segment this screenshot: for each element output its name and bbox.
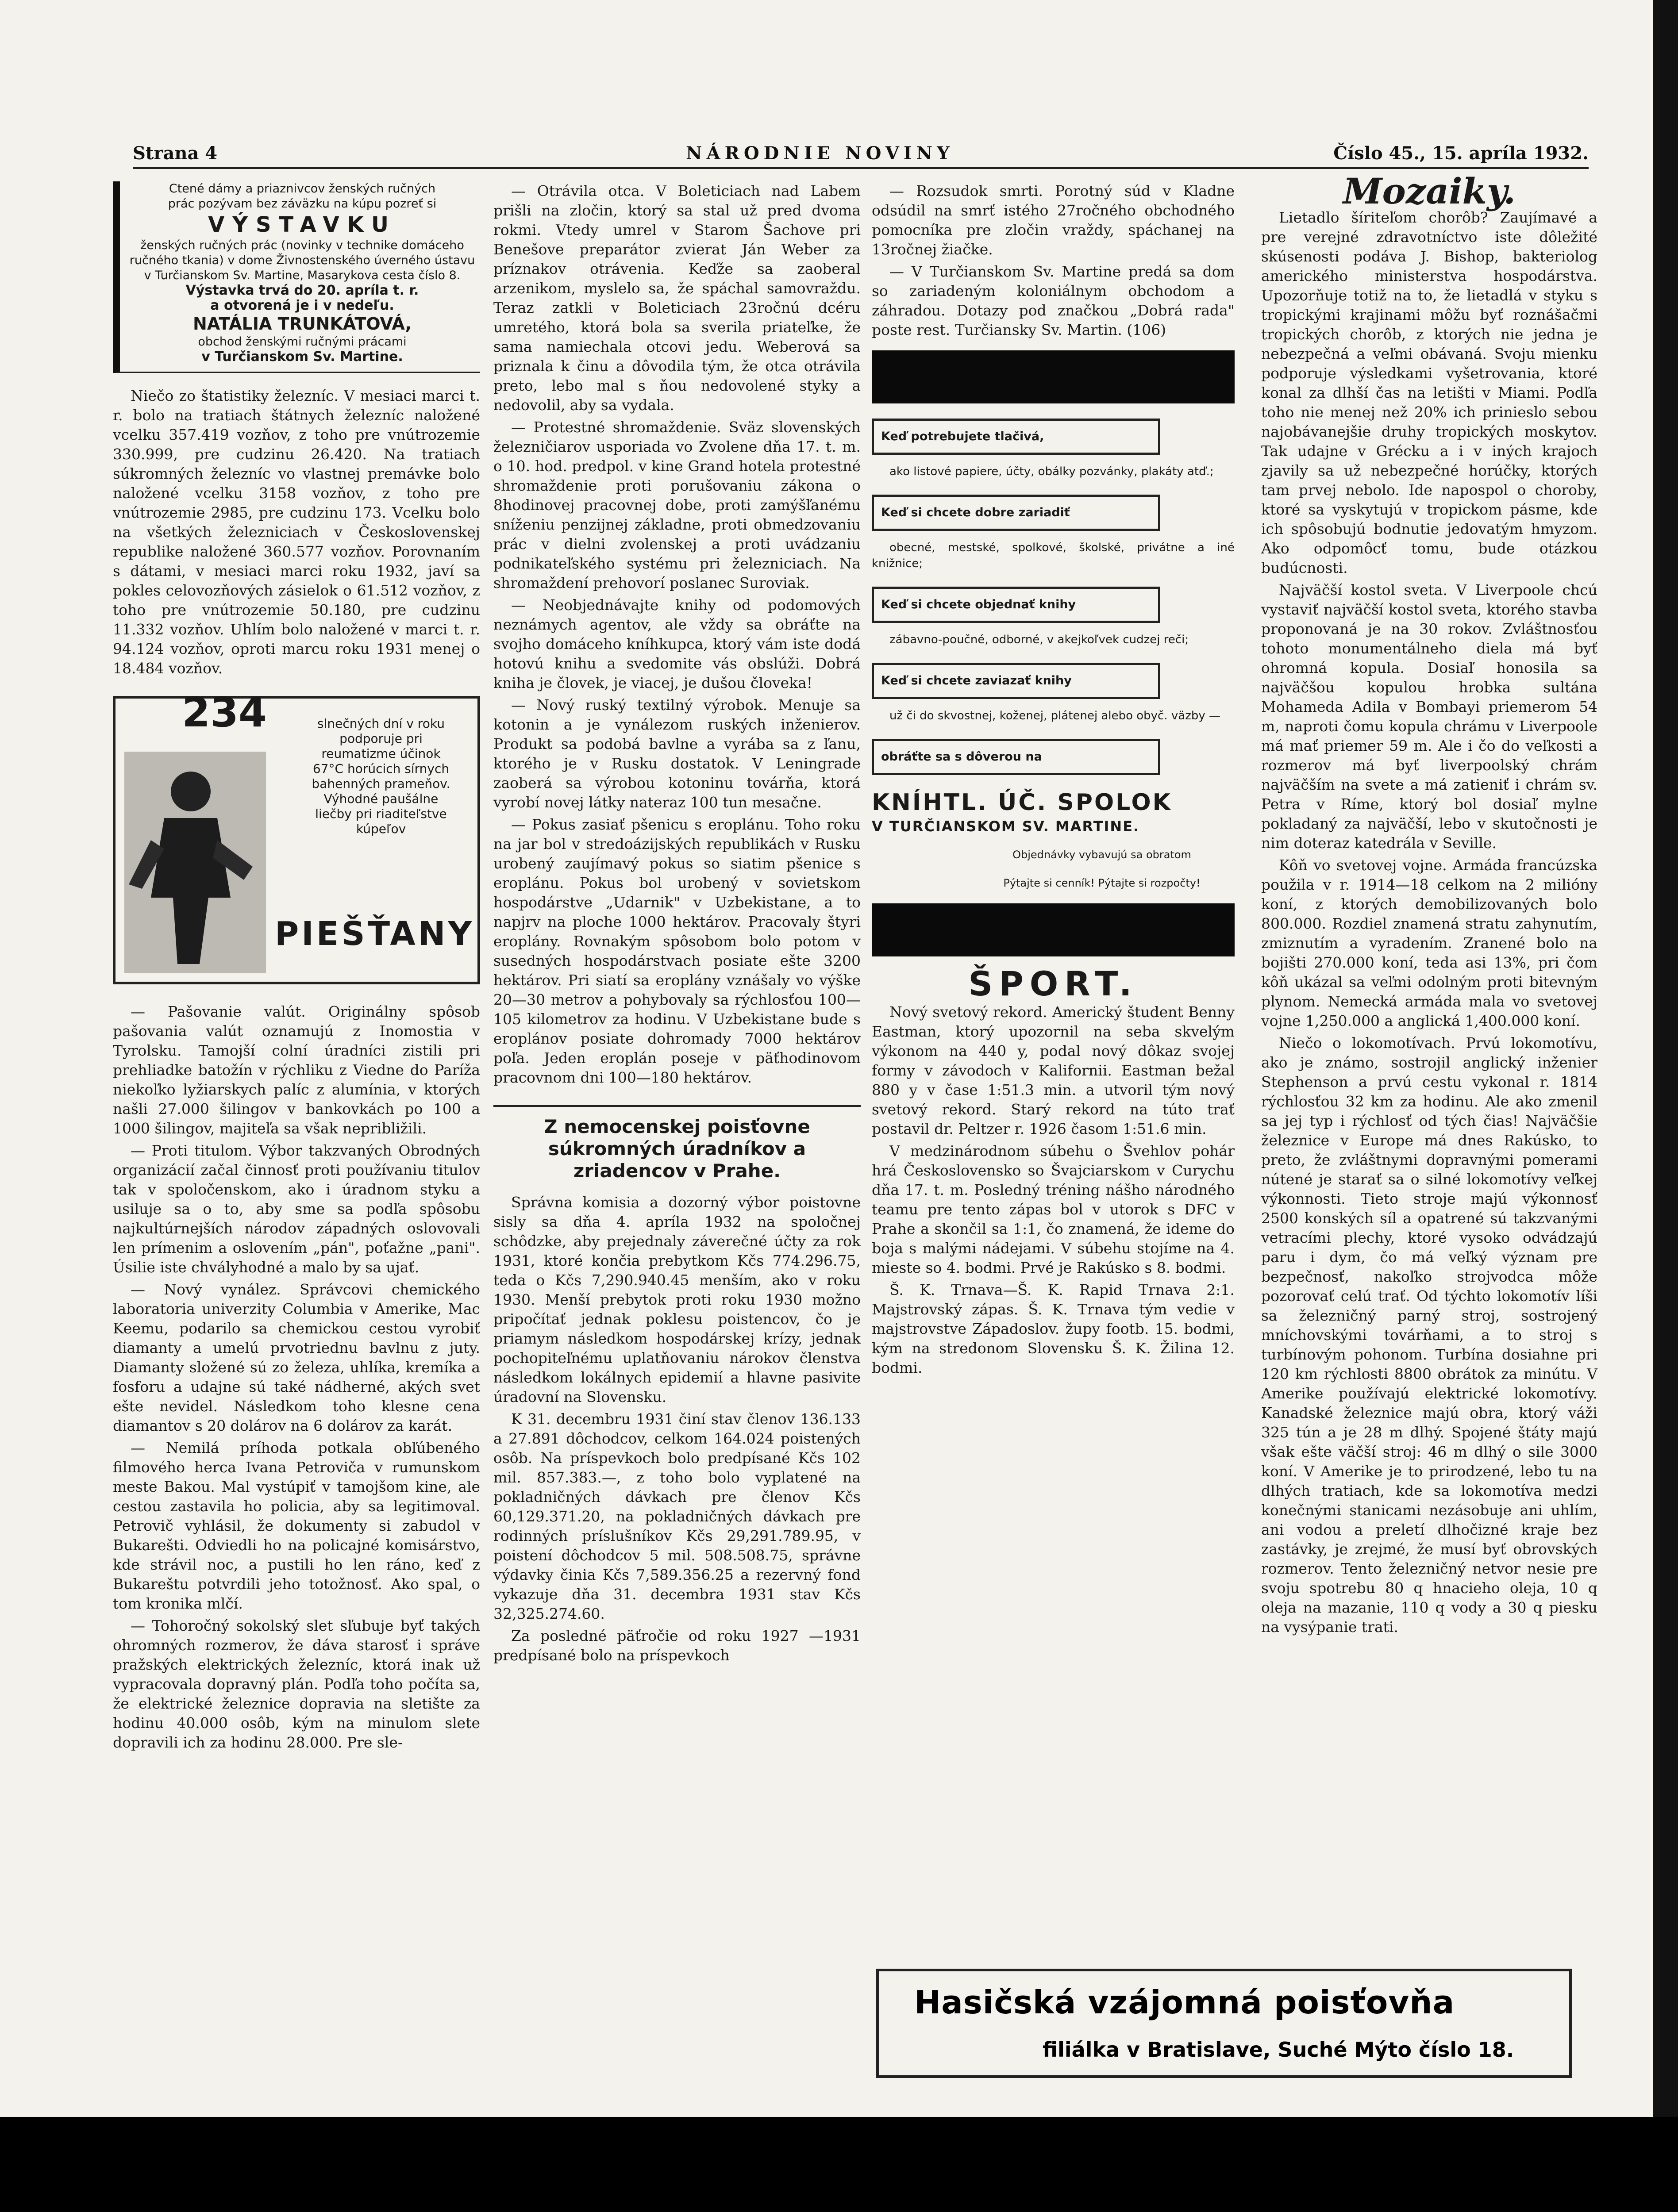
ad-line: a otvorená je i v nedeľu. [210, 298, 394, 313]
article-dom: — V Turčianskom Sv. Martine predá sa dom so zariadeným koloniálnym obchodom a záhradou. Dotazy pod značkou „Dobrá rada" poste rest. Turčiansky Sv. Martin. (106) [872, 263, 1235, 338]
bather-illustration-icon [124, 752, 266, 973]
ad-box-kniznice: Keď si chcete dobre zariadiť [872, 495, 1160, 531]
insurance-branch: filiálka v Bratislave, Suché Mýto číslo 18. [1043, 2038, 1514, 2062]
section-title-sport: ŠPORT. [968, 964, 1138, 1003]
article-kon: Kôň vo svetovej vojne. Armáda francúzska použila v r. 1914—18 celkom na 2 milióny koní, z ktorých demobilizovaných bolo 800.000. Rozdiel znamená stratu zahynutím, zmiznutím a vyradením. Zranené bolo na bojišti 270.000 koní, teda asi 13%, pri čom kôň ukázal sa veľmi odolným proti bitevným plynom. Nemecká armáda mala vo svetovej vojne 1,250.000 a anglická 1,400.000 koní. [1261, 856, 1597, 1029]
ad-piestany [113, 689, 480, 984]
section-title-mozaiky: Mozaiky. [1343, 170, 1516, 212]
article-poistovna-3: Za posledné päťročie od roku 1927 —1931 predpísané bolo na príspevkoch [493, 1627, 861, 1664]
article-svehlov-pohar: V medzinárodnom súbehu o Švehlov pohár hrá Československo so Švajciarskom v Curychu dňa 17. t. m. Posledný tréning nášho národného teamu pre tento zápas bol v utorok s DFC v Prahe a skončil sa 1:1, čo znamená, že ideme do boja s malými nádejami. V súbehu stojíme na 4. mieste so 4. bodmi. Prvé je Rakúsko s 8. bodmi. [872, 1142, 1235, 1276]
section-title-poistovna: Z nemocenskej poisťovne súkromných úradníkov a zriadencov v Prahe. [493, 1105, 861, 1182]
article-lietadlo: Lietadlo šíriteľom chorôb? Zaujímavé a pre verejné zdravotníctvo iste dôležité skúsenosti podáva J. Bishop, bakteriolog amerického ministerstva hospodárstva. Upozorňuje totiž na to, že lietadlá v styku s tropickými krajinami môžu byť roznášačmi tropických chorôb, z ktorých nie jedna je nebezpečná a veľmi obávaná. Svoju mienku podporuje výsledkami vyšetrovania, ktoré konal za dlhší čas na letišti v Miami. Podľa toho nie menej než 20% ich prinieslo sebou najobávanejšie druhy tropických moskytov. Tak udajne v Grécku a i v iných krajoch zjavily sa už nebezpečné horúčky, ktorých tam prvej nebolo. Ide napospol o choroby, ktoré sa vyskytujú v tropickom pásme, kde ich spôsobujú bodnutie jedovatým hmyzom. Ako odpomôcť tomu, bude otázkou budúcnosti. [1261, 209, 1597, 576]
issue-date: Číslo 45., 15. apríla 1932. [1333, 143, 1589, 164]
article-prihoda: — Nemilá príhoda potkala obľúbeného filmového herca Ivana Petroviča v rumunskom meste Bakou. Mal vystúpiť v tamojšom kine, ale cestou zastavila ho policia, aby sa legitimoval. Petrovič vyhlásil, že dokumenty si zabudol v Bukarešti. Odviedli ho na policajné komisárstvo, kde strávil noc, a pustili ho len ráno, keď z Bukareštu potvrdili jeho totožnosť. Ako spal, o tom kronika mlčí. [113, 1439, 480, 1612]
insurance-title: Hasičská vzájomná poisťovňa [914, 1984, 1455, 2021]
article-knihy: — Neobjednávajte knihy od podomových neznámych agentov, ale vždy sa obráťte na svojho domáceho kníhkupca, ktorý vám iste dodá hotovú knihu a svedomite vás obslúži. Dobrá kniha je človek, je viacej, je dušou človeka! [493, 596, 861, 691]
ad-brand: PIEŠŤANY [275, 915, 475, 953]
article-poistovna-1: Správna komisia a dozorný výbor poistovne sisly sa dňa 4. apríla 1932 na spoločnej schôdzke, aby prejednaly záverečné účty za rok 1931, ktoré končia prebytkom Kčs 774.296.75, teda o Kčs 7,290.940.45 menším, ako v roku 1930. Menší prebytok proti roku 1930 možno pripočítať jednak poklesu poistencov, čo je priamym následkom hospodárskej krízy, jednak pochopiteľnému uplatňovaniu nárokov členstva následkom lokálnych epidemií a hlavne pasivite úradovní na Slovensku. [493, 1194, 861, 1406]
article-valuty: — Pašovanie valút. Originálny spôsob pašovania valút oznamujú z Inomostia v Tyrolsku. Tamojší colní úradníci zistili pri prehliadke batožín v rýchliku z Viedne do Paríža niekoľko lyžiarskych palíc z alumínia, v ktorých našli 27.000 šilingov v bankovkách po 100 a 1000 šilingov, majiteľa sa však nepribližili. [113, 1003, 480, 1137]
ad-line: prác pozývam bez záväzku na kúpu pozreť si [168, 197, 437, 211]
ad-text: obecné, mestské, spolkové, školské, privátne a iné knižnice; [872, 541, 1235, 570]
column-4 [1261, 170, 1597, 1640]
page-header [133, 141, 1589, 169]
article-trnava: Š. K. Trnava—Š. K. Rapid Trnava 2:1. Majstrovský zápas. Š. K. Trnava tým vedie v majstrovstve Západoslov. župy footb. 15. bodmi, kým na stredonom Slovensku Š. K. Žilina 12. bodmi. [872, 1281, 1235, 1376]
ad-line: v Turčianskom Sv. Martine. [201, 349, 403, 365]
article-psenica: — Pokus zasiať pšenicu s eroplánu. Toho roku na jar bol v stredoázijských republikách v Rusku urobený zaujímavý pokus so siatim pšenice s eroplánu. Pokus bol urobený v sovietskom hospodárstve „Udarnik" v Uzbekistane, a to napjrv na ploche 1000 hektárov. Pracovaly štyri eroplány. Rovnakým spôsobom bolo potom v susedných hospodárstvach posiate ešte 3200 hektárov. Pri siatí sa eroplány vznášaly vo výške 20—30 metrov a pohybovaly sa rýchlosťou 100—105 kilometrov za hodinu. V Uzbekistane bude s eroplánov posiate dohromady 7000 hektárov poľa. Jeden eroplán poseje v päťhodinovom pracovnom dni 100—180 hektárov. [493, 816, 861, 1086]
ad-line: obchod ženskými ručnými prácami [198, 335, 407, 349]
column-2 [493, 181, 861, 1668]
article-lokomotivy: Niečo o lokomotívach. Prvú lokomotívu, ako je známo, sostrojil anglický inženier Stephenson a prvú cestu vykonal r. 1814 rýchlosťou 32 km za hodinu. Ale ako zmenil sa jej typ i rýchlosť od tých čias! Najväčšie železnice v Europe má dnes Rakúsko, to preto, že zvláštnymi dopravnými pomerami nútené je starať sa o silné lokomotívy veľkej výkonnosti. Tieto stroje majú výkonnosť 2500 konských síl a opatrené sú takzvanými vetracími plechy, ktoré vysoko odvádzajú paru i dym, čo má veľký význam pre bezpečnosť, nakoľko strojvodca môže pozorovať celú trať. Od týchto lokomotív líši sa železničný parný stroj, sostrojený mníchovskými továrňami, a to stroj s turbínovým pohonom. Turbína dosiahne pri 120 km rýchlosti 8800 obrátok za minútu. V Amerike používajú elektrické lokomotívy. Kanadské železnice majú obra, ktorý váži 325 tún a je 28 m dlhý. Spojené štáty majú však ešte väčší stroj: 46 m dlhý o sile 3000 koní. V Amerike je to prirodzené, lebo tu na dlhých tratiach, kde sa lokomotíva medzi konečnými stanicami nezásobuje ani uhlím, ani vodou a preletí dlhočizné kraje bez zastávky, je zrejmé, že musí byť obrovských rozmerov. Tento železničný netvor nesie pre svoju spotrebu 80 q hnacieho oleja, 10 q oleja na mazanie, 110 q vody a 30 q piesku na vysýpanie trati. [1261, 1034, 1597, 1636]
ad-heading: VÝSTAVKU [208, 212, 396, 237]
black-bar [872, 903, 1235, 956]
article-rekord: Nový svetový rekord. Americký študent Benny Eastman, ktorý upozornil na seba skvelým výkonom na 440 y, podal nový dôkaz svojej formy v závodoch v Kalifornii. Eastman bežal 880 y v čase 1:51.3 min. a utvoril tým nový svetový rekord. Starý rekord na túto trať postavil dr. Peltzer r. 1926 časom 1:51.6 min. [872, 1003, 1235, 1137]
article-textil: — Nový ruský textilný výrobok. Menuje sa kotonin a je vynálezom ruských inženierov. Produkt sa podobá bavlne a vyrába sa z ľanu, ktorého je v Rusku dostatok. V Leningrade zaoberá sa výrobou kotoninu továrňa, ktorá vyrobí novej látky nateraz 100 tun mesačne. [493, 696, 861, 811]
ad-line: Výstavka trvá do 20. apríla t. r. [185, 283, 419, 298]
article-shromazdenie: — Protestné shromaždenie. Sväz slovenských železničiarov usporiada vo Zvolene dňa 17. t. m. o 10. hod. predpol. v kine Grand hotela protestné shromaždenie proti porušovaniu zákona o 8hodinovej pracovnej dobe, proti zamýšľanému sníženiu penzijnej základne, proti obmedzovaniu prác v dielni zvolenskej a proti uvádzaniu podnikateľského systému pri železniciach. Na shromaždení prehovorí poslanec Suroviak. [493, 419, 861, 591]
article-poistovna-2: K 31. decembru 1931 činí stav členov 136.133 a 27.891 dôchodcov, celkom 164.024 poistených osôb. Na príspevkoch bolo predpísané Kčs 102 mil. 857.383.—, z toho bolo vyplatené na pokladničných dávkach pre členov Kčs 60,129.371.20, na pokladničných dávkach pre rodinných príslušníkov Kčs 29,291.789.95, v poistení dôchodcov 5 mil. 508.508.75, správne výdavky činia Kčs 7,589.356.25 a rezervný fond vykazuje dňa 31. decembra 1931 stav Kčs 32,325.274.60. [493, 1410, 861, 1622]
article-kostol: Najväčší kostol sveta. V Liverpoole chcú vystaviť najväčší kostol sveta, ktorého stavba proponovaná je na 30 rokov. Zvláštnosťou tohoto monumentálneho diela má byť ohromná kopula. Dosiaľ honosila sa najväčšou kopulou hrobka sultána Mohameda Adila v Bombayi priemerom 54 m, naproti čomu kopula chrámu v Liverpoole má mať priemer 59 m. Ale i čo do veľkosti a rozmerov má byť liverpoolský chrám najväčším na svete a má zatieniť i chrám sv. Petra v Ríme, ktorý bol dosiaľ mylne pokladaný za najväčší, lebo v skutočnosti je nim doteraz katedrála v Seville. [1261, 581, 1597, 852]
article-tituly: — Proti titulom. Výbor takzvaných Obrodných organizácií začal činnosť proti používaniu titulov tak v spoločenskom, ako i úradnom styku a usiluje sa o to, aby sme sa podľa spôsobu najkultúrnejších národov západných oslovovali len prímenim a oslovením „pán", poťažne „pani". Úsilie iste chvályhodné a malo by sa ujať. [113, 1142, 480, 1276]
article-statistics: Niečo zo štatistiky železníc. V mesiaci marci t. r. bolo na tratiach štátnych železníc naložené vcelku 357.419 vozňov, z toho pre vnútrozemie 330.999, pre cudzinu 26.420. Na tratiach súkromných železníc vo vlastnej premávke bolo naložené vcelku 3158 vozňov, z toho pre vnútrozemie 2985, pre cudzinu 173. Vcelku bolo na všetkých železniciach v Československej republike naložené 360.577 vozňov. Porovnaním s dátami, v mesiaci marci roku 1932, javí sa pokles celovozňových zásielok o 61.512 vozňov, z toho pre vnútrozemie 50.180, pre cudzinu 11.332 vozňov. Uhlím bolo naložené v marci t. r. 94.124 vozňov, oproti marcu roku 1931 menej o 18.484 vozňov. [113, 387, 480, 677]
ad-box-obratte: obráťte sa s dôverou na [872, 739, 1160, 775]
ad-box-tlaciva: Keď potrebujete tlačivá, [872, 419, 1160, 455]
ad-small-text: Objednávky vybavujú sa obratom [1012, 849, 1191, 861]
ad-text: zábavno-poučné, odborné, v akejkoľvek cudzej reči; [889, 633, 1189, 646]
article-vynalez: — Nový vynález. Správcovi chemického laboratoria univerzity Columbia v Amerike, Mac Keemu, podarilo sa chemickou cestou vyrobiť diamanty a umelú prvotriednu bavlnu z juty. Diamanty složené sú zo železa, uhlíka, kremíka a fosforu a udajne sú také nádherné, akých svet ešte nevidel. Následkom toho klesne cena diamantov s 20 dolárov na 6 dolárov za karát. [113, 1281, 480, 1434]
newspaper-title: NÁRODNIE NOVINY [686, 143, 954, 164]
article-slet: — Tohoročný sokolský slet sľubuje byť takých ohromných rozmerov, že dáva starosť i správe pražských elektrických železníc, ktorá inak už vypracovala dopravný plán. Podľa toho počíta sa, že elektrické železnice dopravia na sletište za hodinu 40.000 osôb, kým na minulom slete dopravili ich za hodinu 28.000. Pre sle- [113, 1617, 480, 1751]
ad-small-text: Pýtajte si cenník! Pýtajte si rozpočty! [1003, 877, 1201, 889]
ad-text: ako listové papiere, účty, obálky pozvánky, plakáty atď.; [889, 465, 1214, 478]
column-1 [113, 181, 480, 1755]
article-rozsudok: — Rozsudok smrti. Porotný súd v Kladne odsúdil na smrť istého 27ročného obchodného pomocníka pre zločin vraždy, spáchanej na 13ročnej žiačke. [872, 182, 1235, 258]
ad-line: ženských ručných prác (novinky v technike domáceho ručného tkania) v dome Živnostenského úverného ústavu v Turčianskom Sv. Martine, Masarykova cesta číslo 8. [129, 238, 475, 282]
ad-vystavka [113, 181, 480, 373]
page-number: Strana 4 [133, 143, 218, 164]
ad-piestany-text: slnečných dní v roku podporuje pri reumatizme účinok 67°C horúcich sírnych bahenných prameňov. Výhodné paušálne liečby pri riaditeľstve kúpeľov [312, 716, 450, 836]
column-3 [872, 181, 1235, 1380]
ad-days-number: 234 [182, 689, 267, 736]
article-otravila: — Otrávila otca. V Boleticiach nad Labem prišli na zločin, ktorý sa stal už pred dvoma rokmi. Vtedy umrel v Starom Šachove pri Benešove preparátor zvierat Ján Weber za príznakov otrávenia. Keďže sa zaoberal arzenikom, myslelo sa, že spáchal samovraždu. Teraz zatkli v Boleticiach 23ročnú dcéru umretého, ktorá bola sa sverila priateľke, že sama namiechala otcovi jedu. Weberová sa priznala k činu a dôvodila tým, že otca otrávila preto, lebo mal s ňou nedovolené styky a nedovolil, aby sa vydala. [493, 182, 861, 414]
ad-line: Ctené dámy a priaznivcov ženských ručných [169, 182, 436, 196]
ad-box-objednat: Keď si chcete objednať knihy [872, 587, 1160, 623]
kniht-name: KNÍHTL. ÚČ. SPOLOK [872, 789, 1172, 816]
ad-name: NATÁLIA TRUNKÁTOVÁ, [193, 314, 412, 334]
kniht-place: V TURČIANSKOM SV. MARTINE. [872, 818, 1140, 835]
ad-text: už či do skvostnej, koženej, plátenej alebo obyč. väzby — [889, 709, 1221, 722]
black-bar [872, 350, 1235, 403]
ad-insurance [876, 1969, 1572, 2078]
ad-box-zaviazat: Keď si chcete zaviazať knihy [872, 663, 1160, 699]
bottom-black-band [0, 2117, 1678, 2212]
page-edge [1653, 0, 1678, 2117]
